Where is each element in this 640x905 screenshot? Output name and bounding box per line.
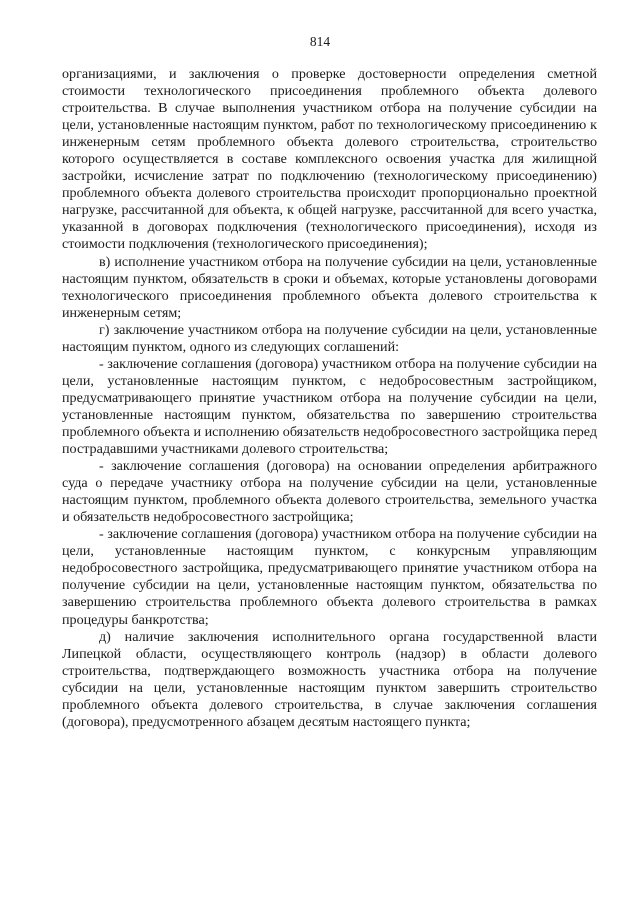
paragraph-continuation: организациями, и заключения о проверке достоверности определения сметной стоимости технологического присоединения проблемного объекта долевого строительства. В случае выполнения участником отбора на получение субсидии на цели, установленные настоящим пунктом, работ по технологическому присоединению к инженерным сетям проблемного объекта долевого строительства, строительство которого осуществляется в составе комплексного освоения участка для жилищной застройки, исчисление затрат по подключению (технологическому присоединению) проблемного объекта долевого строительства происходит пропорционально проектной нагрузке, рассчитанной для объекта, к общей нагрузке, рассчитанной для всего участка, указанной в договорах подключения (технологического присоединения), исходя из стоимости подключения (технологического присоединения); <box>62 66 597 253</box>
paragraph-item-g-option-1: - заключение соглашения (договора) участником отбора на получение субсидии на цели, установленные настоящим пунктом, с недобросовестным застройщиком, предусматривающего принятие участником отбора на получение субсидии на цели, установленные настоящим пунктом, обязательства по завершению строительства проблемного объекта и исполнению обязательств недобросовестного застройщика перед пострадавшими участниками долевого строительства; <box>62 355 597 458</box>
document-body <box>62 66 597 731</box>
paragraph-item-g-option-2: - заключение соглашения (договора) на основании определения арбитражного суда о передаче участнику отбора на получение субсидии на цели, установленные настоящим пунктом, проблемного объекта долевого строительства, земельного участка и обязательств недобросовестного застройщика; <box>62 458 597 526</box>
paragraph-item-v: в) исполнение участником отбора на получение субсидии на цели, установленные настоящим пунктом, обязательств в сроки и объемах, которые установлены договорами технологического присоединения проблемного объекта долевого строительства к инженерным сетям; <box>62 253 597 321</box>
paragraph-item-d: д) наличие заключения исполнительного органа государственной власти Липецкой области, осуществляющего контроль (надзор) в области долевого строительства, подтверждающего возможность участника отбора на получение субсидии на цели, установленные настоящим пунктом завершить строительство проблемного объекта долевого строительства, в случае заключения соглашения (договора), предусмотренного абзацем десятым настоящего пункта; <box>62 628 597 730</box>
paragraph-item-g-option-3: - заключение соглашения (договора) участником отбора на получение субсидии на цели, установленные настоящим пунктом, с конкурсным управляющим недобросовестного застройщика, предусматривающего принятие участником отбора на получение субсидии на цели, установленные настоящим пунктом, обязательства по завершению строительства проблемного объекта долевого строительства в рамках процедуры банкротства; <box>62 526 597 628</box>
paragraph-item-g: г) заключение участником отбора на получение субсидии на цели, установленные настоящим пунктом, одного из следующих соглашений: <box>62 321 597 355</box>
page-number: 814 <box>309 34 331 49</box>
